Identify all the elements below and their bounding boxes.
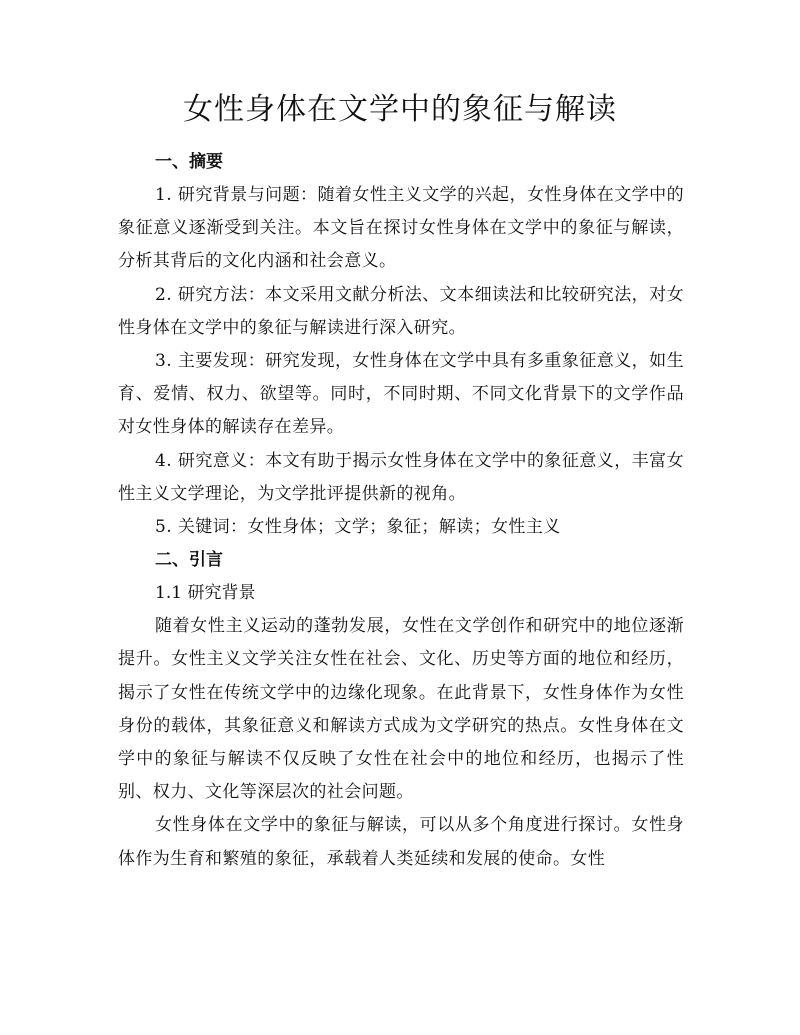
intro-subheading: 1.1 研究背景 bbox=[155, 583, 256, 604]
abstract-item-keywords: 5. 关键词：女性身体；文学；象征；解读；女性主义 bbox=[155, 517, 561, 538]
abstract-item-method: 2. 研究方法：本文采用文献分析法、文本细读法和比较研究法，对女性身体在文学中的象征与解读进行深入研究。 bbox=[118, 284, 684, 338]
intro-heading: 二、引言 bbox=[155, 550, 223, 571]
document-title: 女性身体在文学中的象征与解读 bbox=[183, 92, 617, 127]
abstract-heading: 一、摘要 bbox=[155, 152, 223, 172]
abstract-item-findings: 3. 主要发现：研究发现，女性身体在文学中具有多重象征意义，如生育、爱情、权力、欲望等。同时，不同时期、不同文化背景下的文学作品对女性身体的解读存在差异。 bbox=[118, 351, 684, 438]
intro-paragraph: 随着女性主义运动的蓬勃发展，女性在文学创作和研究中的地位逐渐提升。女性主义文学关注女性在社会、文化、历史等方面的地位和经历，揭示了女性在传统文学中的边缘化现象。在此背景下，女性身体作为女性身份的载体，其象征意义和解读方式成为文学研究的热点。女性身体在文学中的象征与解读不仅反映了女性在社会中的地位和经历，也揭示了性别、权力、文化等深层次的社会问题。 bbox=[118, 616, 684, 803]
document-body bbox=[118, 146, 684, 876]
abstract-item-background: 1. 研究背景与问题：随着女性主义文学的兴起，女性身体在文学中的象征意义逐渐受到关注。本文旨在探讨女性身体在文学中的象征与解读，分析其背后的文化内涵和社会意义。 bbox=[118, 185, 684, 272]
intro-paragraph: 女性身体在文学中的象征与解读，可以从多个角度进行探讨。女性身体作为生育和繁殖的象征，承载着人类延续和发展的使命。女性 bbox=[118, 815, 684, 869]
abstract-item-significance: 4. 研究意义：本文有助于揭示女性身体在文学中的象征意义，丰富女性主义文学理论，为文学批评提供新的视角。 bbox=[118, 450, 684, 504]
